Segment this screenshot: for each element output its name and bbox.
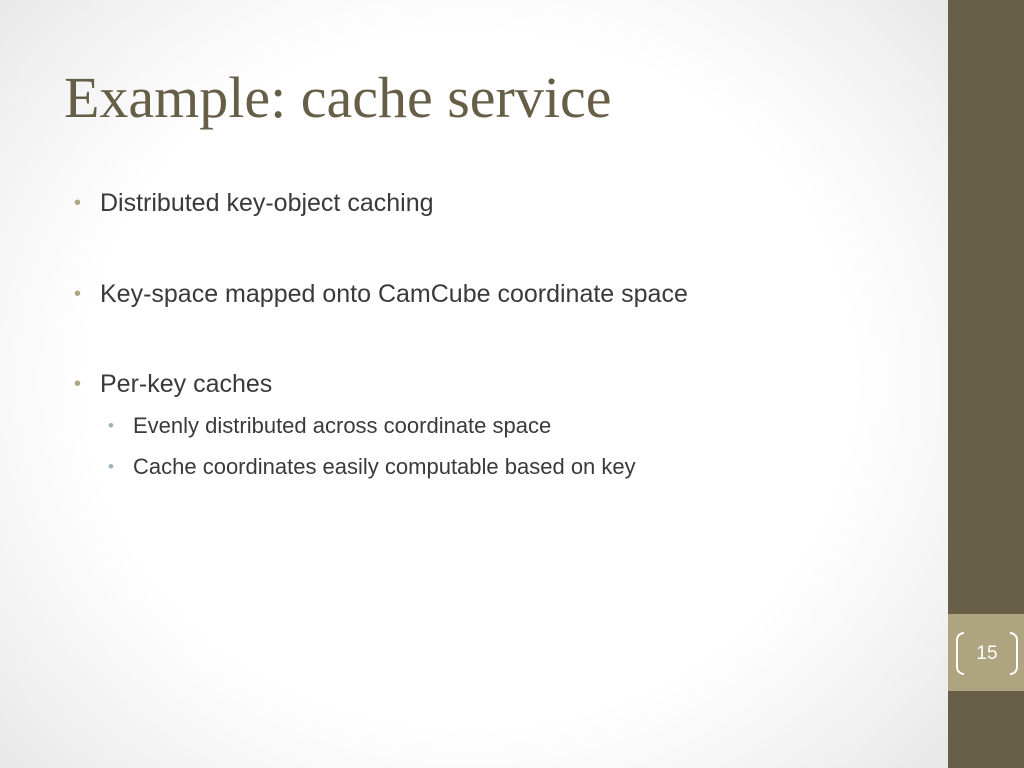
bullet-text: Per-key caches xyxy=(100,370,273,398)
bullet-dot-icon: • xyxy=(74,192,82,214)
sub-bullet-dot-icon: • xyxy=(108,416,114,435)
sub-bullet-dot-icon: • xyxy=(108,457,114,476)
sub-bullet-text: Evenly distributed across coordinate space xyxy=(133,413,552,438)
bullet-dot-icon: • xyxy=(74,373,82,395)
slide-title: Example: cache service xyxy=(64,65,612,130)
right-brace-icon xyxy=(1010,632,1018,675)
left-brace-icon xyxy=(956,632,964,675)
bullet-text: Key-space mapped onto CamCube coordinate space xyxy=(100,280,688,308)
sub-bullet-text: Cache coordinates easily computable based on key xyxy=(133,454,636,479)
bullet-text: Distributed key-object caching xyxy=(100,189,434,217)
bullet-dot-icon: • xyxy=(74,283,82,305)
page-number: 15 xyxy=(976,643,998,664)
